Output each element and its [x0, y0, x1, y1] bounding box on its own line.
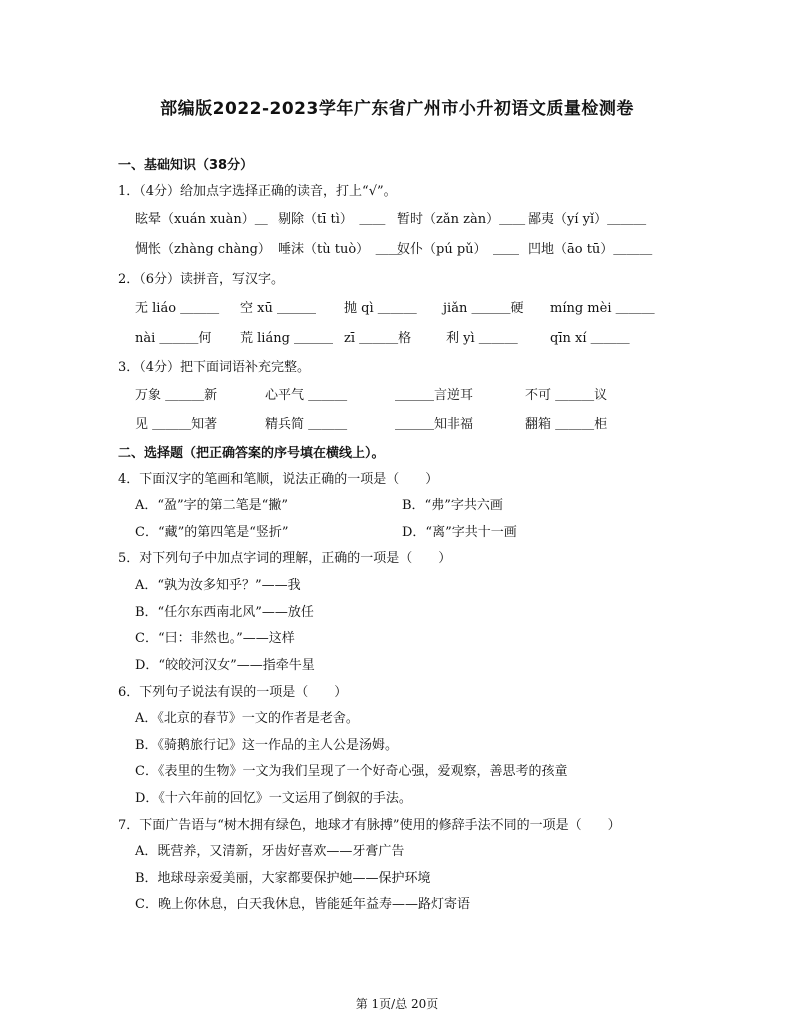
- section-heading-basic: 一、基础知识（38分）: [118, 158, 254, 173]
- question-2-row-2: [0, 327, 794, 347]
- option-b: B．“弗”字共六画: [402, 498, 503, 513]
- question-3-row-1: [0, 384, 794, 404]
- question-7-stem: 7．下面广告语与“树木拥有绿色，地球才有脉搏”使用的修辞手法不同的一项是（ ）: [118, 818, 621, 833]
- option-a: A．《北京的春节》一文的作者是老舍。: [135, 711, 359, 726]
- q1-item: 唾沫（tù tuò） ＿＿: [278, 242, 402, 257]
- q1-item: 眩晕（xuán xuàn）＿: [135, 212, 268, 227]
- q1-item: 暂时（zǎn zàn）＿＿: [397, 212, 526, 227]
- option-a: A．“孰为汝多知乎？”——我: [135, 578, 301, 593]
- question-6-stem: 6．下列句子说法有误的一项是（ ）: [118, 685, 348, 700]
- q2-item: qīn xí ＿＿＿: [550, 331, 630, 346]
- option-b: B．“任尔东西南北风”——放任: [135, 605, 314, 620]
- q3-item: ＿＿＿言逆耳: [395, 388, 474, 403]
- q2-item: jiǎn ＿＿＿硬: [443, 301, 524, 316]
- q2-item: 无 liáo ＿＿＿: [135, 301, 220, 316]
- question-1-row-1: [0, 208, 794, 228]
- q1-item: 鄙夷（yí yǐ）＿＿＿: [528, 212, 647, 227]
- q2-item: zī ＿＿＿格: [344, 331, 412, 346]
- option-b: B．《骑鹅旅行记》这一作品的主人公是汤姆。: [135, 738, 399, 753]
- option-d: D．《十六年前的回忆》一文运用了倒叙的手法。: [135, 791, 412, 806]
- q3-item: 见 ＿＿＿知著: [135, 417, 218, 432]
- option-d: D．“离”字共十一画: [402, 525, 517, 540]
- q1-item: 惆怅（zhàng chàng）: [135, 242, 271, 257]
- question-3-stem: 3．（4分）把下面词语补充完整。: [118, 360, 311, 375]
- q2-item: 荒 liáng ＿＿＿: [240, 331, 334, 346]
- question-5-stem: 5．对下列句子中加点字词的理解，正确的一项是（ ）: [118, 551, 452, 566]
- page-footer: [0, 995, 794, 1012]
- q3-item: 万象 ＿＿＿新: [135, 388, 218, 403]
- q1-item: 凹地（āo tū）＿＿＿: [528, 242, 653, 257]
- q3-item: 不可 ＿＿＿议: [525, 388, 608, 403]
- option-c: C．晚上你休息，白天我休息，皆能延年益寿——路灯寄语: [135, 897, 470, 912]
- q1-item: 剔除（tī tì） ＿＿: [278, 212, 386, 227]
- question-1-row-2: [0, 238, 794, 258]
- q3-item: 心平气 ＿＿＿: [265, 388, 348, 403]
- page-number: 第 1页/总 20页: [355, 997, 439, 1011]
- option-a: A．“盈”字的第二笔是“撇”: [135, 498, 288, 513]
- q2-item: míng mèi ＿＿＿: [550, 301, 655, 316]
- q3-item: 精兵简 ＿＿＿: [265, 417, 348, 432]
- question-4-stem: 4．下面汉字的笔画和笔顺，说法正确的一项是（ ）: [118, 472, 439, 487]
- question-2-stem: 2．（6分）读拼音，写汉字。: [118, 272, 285, 287]
- option-d: D．“皎皎河汉女”——指牵牛星: [135, 658, 315, 673]
- q2-item: 利 yì ＿＿＿: [446, 331, 518, 346]
- page-title: 部编版2022-2023学年广东省广州市小升初语文质量检测卷: [160, 99, 634, 119]
- question-4-options-cd: [0, 521, 794, 541]
- option-c: C．“曰：非然也。”——这样: [135, 631, 295, 646]
- q2-item: 空 xū ＿＿＿: [240, 301, 316, 316]
- q2-item: nài ＿＿＿何: [135, 331, 212, 346]
- option-a: A．既营养，又清新，牙齿好喜欢——牙膏广告: [135, 844, 405, 859]
- section-heading-choice: 二、选择题（把正确答案的序号填在横线上）。: [118, 446, 385, 461]
- option-c: C．《表里的生物》一文为我们呈现了一个好奇心强，爱观察，善思考的孩童: [135, 764, 568, 779]
- q1-item: 奴仆（pú pǔ） ＿＿: [397, 242, 520, 257]
- question-2-row-1: [0, 297, 794, 317]
- question-1-stem: 1．（4分）给加点字选择正确的读音，打上“√”。: [118, 184, 397, 199]
- q3-item: ＿＿＿知非福: [395, 417, 474, 432]
- q2-item: 抛 qì ＿＿＿: [344, 301, 417, 316]
- question-3-row-2: [0, 413, 794, 433]
- question-4-options-ab: [0, 494, 794, 514]
- q3-item: 翻箱 ＿＿＿柜: [525, 417, 608, 432]
- option-b: B．地球母亲爱美丽，大家都要保护她——保护环境: [135, 871, 431, 886]
- option-c: C．“藏”的第四笔是“竖折”: [135, 525, 289, 540]
